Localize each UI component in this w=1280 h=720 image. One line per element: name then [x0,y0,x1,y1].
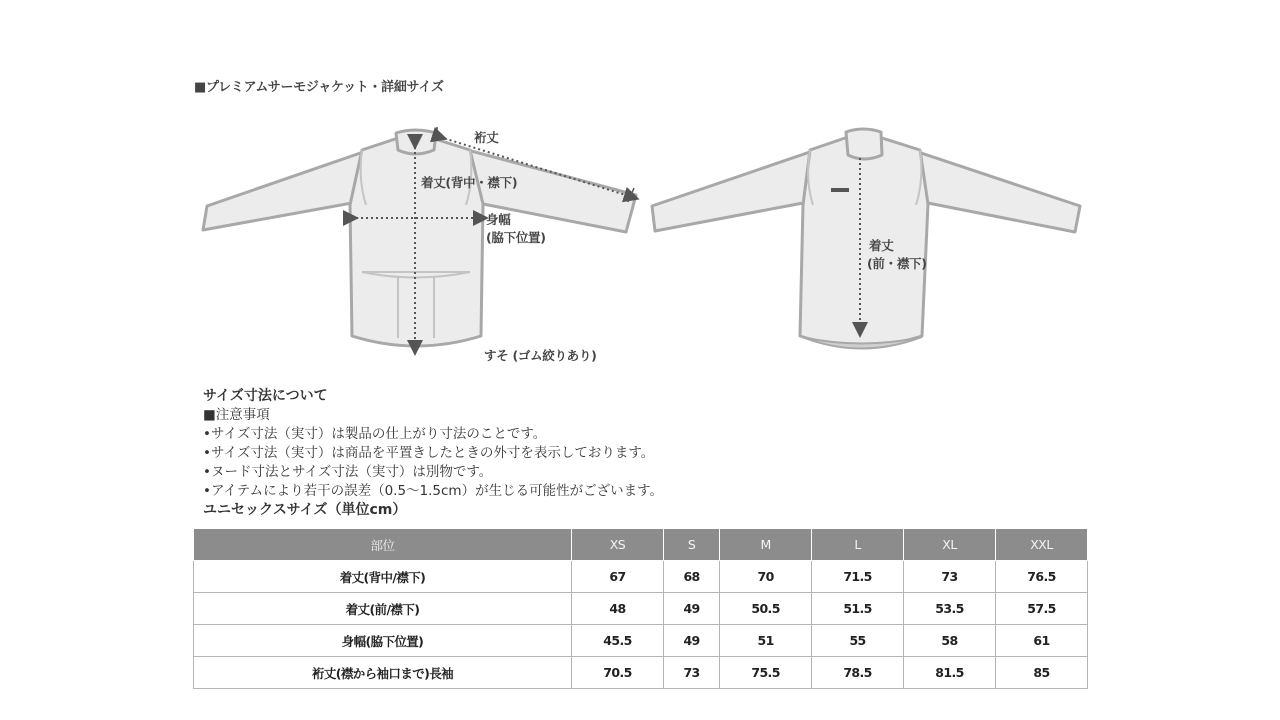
table-row [194,561,1088,593]
cell-value: 67 [572,561,664,593]
back-length-label: 着丈(背中・襟下) [421,175,518,190]
row-part: 身幅(脇下位置) [194,625,572,657]
cell-value: 49 [663,625,719,657]
size-table [193,528,1088,689]
table-header-row [194,529,1088,561]
cell-value: 58 [904,625,996,657]
row-part: 着丈(前/襟下) [194,593,572,625]
header-part: 部位 [194,529,572,561]
hem-label: すそ (ゴム絞りあり) [484,348,597,363]
note-item: •サイズ寸法（実寸）は商品を平置きしたときの外寸を表示しております。 [203,445,655,461]
cell-value: 85 [996,657,1088,689]
table-title: ユニセックスサイズ（単位cm） [203,502,407,518]
cell-value: 70.5 [572,657,664,689]
header-size: M [720,529,812,561]
cell-value: 81.5 [904,657,996,689]
cell-value: 73 [904,561,996,593]
cell-value: 78.5 [812,657,904,689]
header-size: XXL [996,529,1088,561]
table-row [194,657,1088,689]
cell-value: 51 [720,625,812,657]
table-row [194,625,1088,657]
cell-value: 55 [812,625,904,657]
cell-value: 75.5 [720,657,812,689]
size-notes [203,387,663,520]
cell-value: 50.5 [720,593,812,625]
cell-value: 51.5 [812,593,904,625]
cell-value: 71.5 [812,561,904,593]
header-size: XS [572,529,664,561]
header-size: XL [904,529,996,561]
table-row [194,593,1088,625]
notes-title: サイズ寸法について [203,388,328,404]
front-length-label: 着丈 [869,238,894,253]
note-item: •アイテムにより若干の誤差（0.5〜1.5cm）が生じる可能性がございます。 [203,483,664,499]
cell-value: 57.5 [996,593,1088,625]
cell-value: 68 [663,561,719,593]
cell-value: 53.5 [904,593,996,625]
body-width-sub-label: (脇下位置) [486,230,546,245]
row-part: 着丈(背中/襟下) [194,561,572,593]
body-width-label: 身幅 [486,212,511,227]
row-part: 裄丈(襟から袖口まで)長袖 [194,657,572,689]
note-item: •ヌード寸法とサイズ寸法（実寸）は別物です。 [203,464,493,480]
page-title: ■プレミアムサーモジャケット・詳細サイズ [194,80,444,95]
note-item: •サイズ寸法（実寸）は製品の仕上がり寸法のことです。 [203,426,547,442]
jacket-front-view [652,129,1080,346]
front-length-sub-label: (前・襟下) [867,256,927,271]
jacket-back-view [203,130,636,346]
sleeve-length-label: 裄丈 [474,130,499,145]
cell-value: 45.5 [572,625,664,657]
cell-value: 61 [996,625,1088,657]
cell-value: 76.5 [996,561,1088,593]
cell-value: 73 [663,657,719,689]
cell-value: 49 [663,593,719,625]
header-size: S [663,529,719,561]
caution-heading: ■注意事項 [203,407,270,423]
header-size: L [812,529,904,561]
cell-value: 48 [572,593,664,625]
cell-value: 70 [720,561,812,593]
